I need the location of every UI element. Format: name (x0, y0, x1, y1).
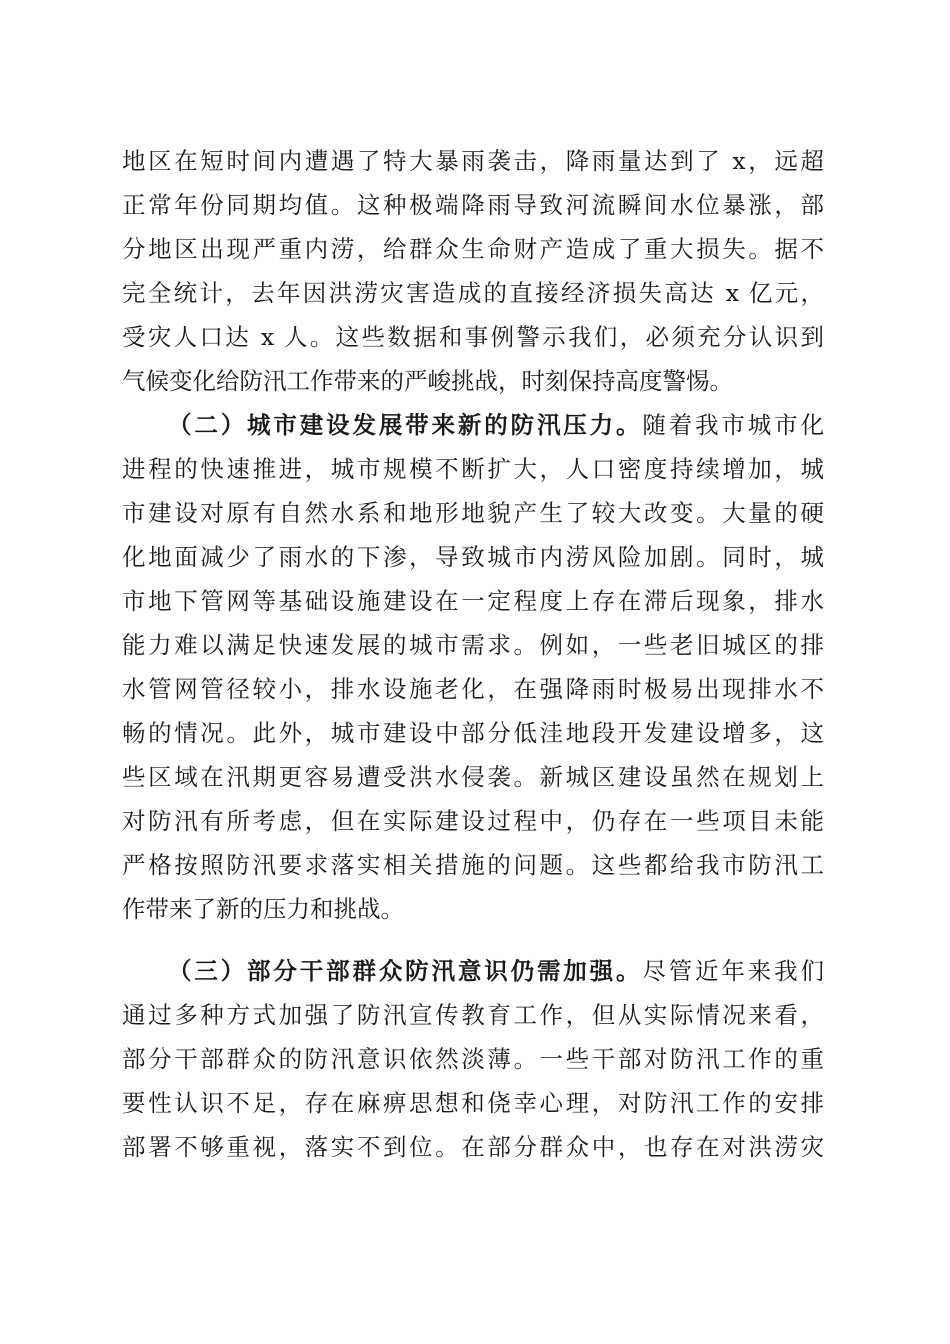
paragraph-2-first-line-rest: 随着我市城市化 (642, 411, 824, 439)
section-heading-2: （二）城市建设发展带来新的防汛压力。 (168, 411, 643, 439)
paragraph-2-line-4: 化地面减少了雨水的下渗，导致城市内涝风险加剧。同时，城 (122, 543, 824, 571)
paragraph-1-line-4: 完全统计，去年因洪涝灾害造成的直接经济损失高达 x 亿元， (122, 279, 824, 307)
paragraph-2-line-5: 市地下管网等基础设施建设在一定程度上存在滞后现象，排水 (122, 587, 824, 615)
paragraph-2-line-12: 作带来了新的压力和挑战。 (122, 895, 404, 923)
paragraph-2-line-6: 能力难以满足快速发展的城市需求。例如，一些老旧城区的排 (122, 631, 824, 659)
paragraph-2-line-3: 市建设对原有自然水系和地形地貌产生了较大改变。大量的硬 (122, 499, 824, 527)
paragraph-1-line-6: 气候变化给防汛工作带来的严峻挑战，时刻保持高度警惕。 (122, 367, 733, 395)
paragraph-2-line-9: 些区域在汛期更容易遭受洪水侵袭。新城区建设虽然在规划上 (122, 763, 824, 791)
paragraph-2-line-7: 水管网管径较小，排水设施老化，在强降雨时极易出现排水不 (122, 675, 824, 703)
paragraph-1-line-3: 分地区出现严重内涝，给群众生命财产造成了重大损失。据不 (122, 235, 824, 263)
paragraph-3-line-4: 要性认识不足，存在麻痹思想和侥幸心理，对防汛工作的安排 (122, 1089, 824, 1117)
paragraph-2-line-11: 严格按照防汛要求落实相关措施的问题。这些都给我市防汛工 (122, 851, 824, 879)
paragraph-3-line-2: 通过多种方式加强了防汛宣传教育工作，但从实际情况来看， (122, 1001, 824, 1029)
paragraph-1-line-2: 正常年份同期均值。这种极端降雨导致河流瞬间水位暴涨，部 (122, 191, 824, 219)
paragraph-3-line-5: 部署不够重视，落实不到位。在部分群众中，也存在对洪涝灾 (122, 1133, 824, 1161)
paragraph-2-first-line (168, 405, 824, 445)
paragraph-1-line-1: 地区在短时间内遭遇了特大暴雨袭击，降雨量达到了 x，远超 (122, 147, 824, 175)
paragraph-1-line-5: 受灾人口达 x 人。这些数据和事例警示我们，必须充分认识到 (122, 323, 824, 351)
section-heading-3: （三）部分干部群众防汛意识仍需加强。 (168, 957, 643, 985)
paragraph-2-line-2: 进程的快速推进，城市规模不断扩大，人口密度持续增加，城 (122, 455, 824, 483)
paragraph-2-line-8: 畅的情况。此外，城市建设中部分低洼地段开发建设增多，这 (122, 719, 824, 747)
paragraph-2-line-10: 对防汛有所考虑，但在实际建设过程中，仍存在一些项目未能 (122, 807, 824, 835)
paragraph-3-first-line (168, 951, 824, 991)
paragraph-3-line-3: 部分干部群众的防汛意识依然淡薄。一些干部对防汛工作的重 (122, 1045, 824, 1073)
paragraph-3-first-line-rest: 尽管近年来我们 (642, 957, 824, 985)
